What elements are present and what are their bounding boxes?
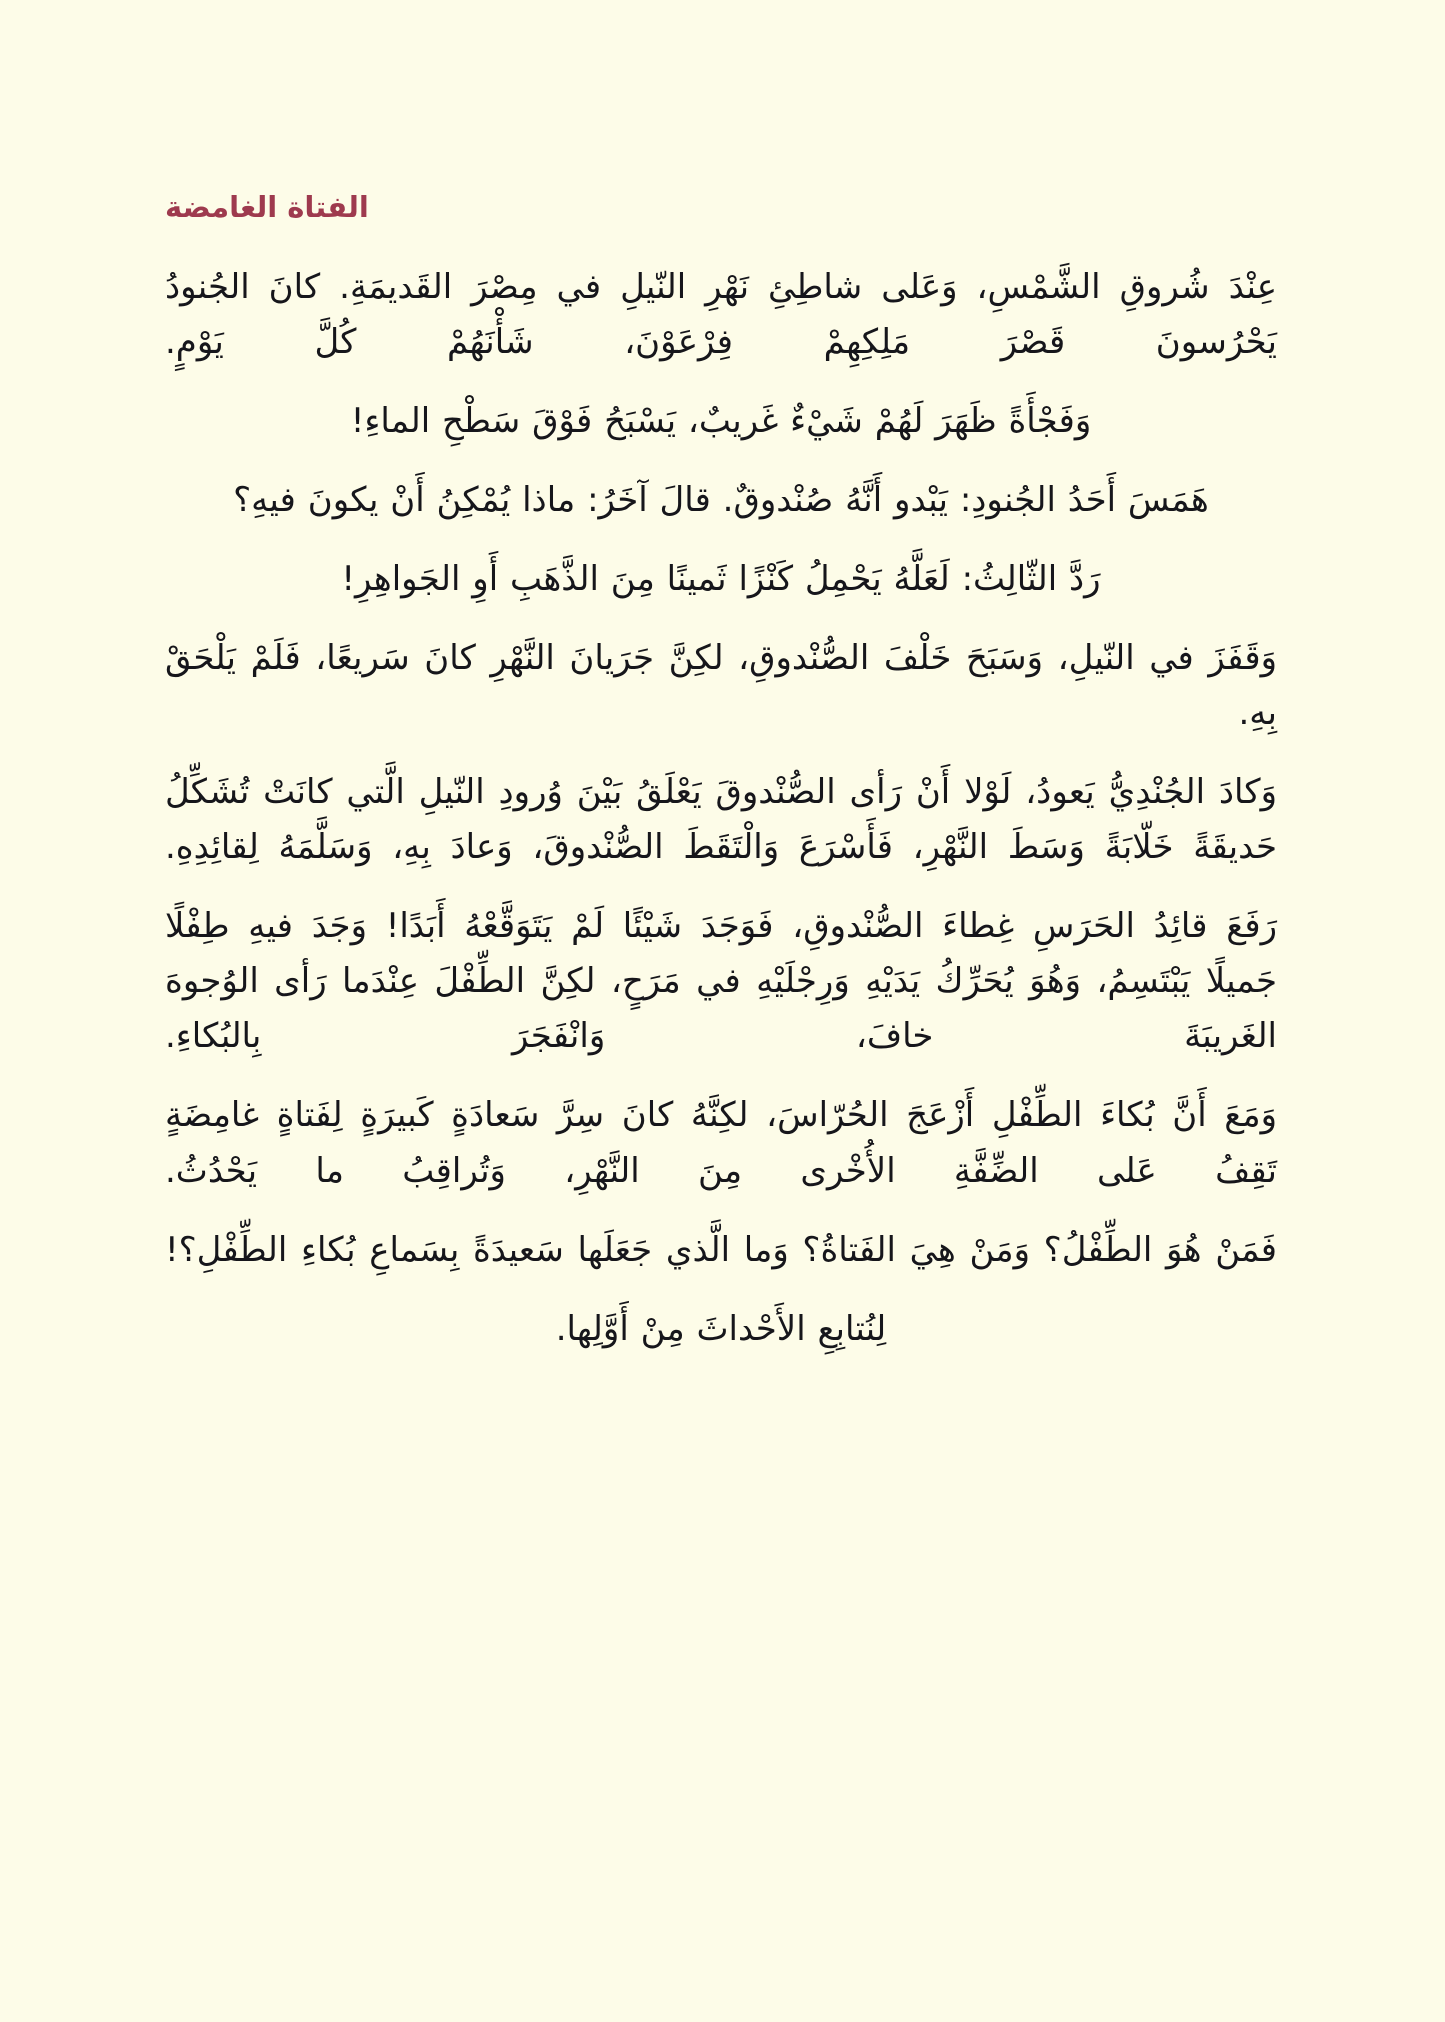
paragraph: وَقَفَزَ في النّيلِ، وَسَبَحَ خَلْفَ الصُّنْدوقِ، لكِنَّ جَرَيانَ النَّهْرِ كانَ سَريعًا، فَلَمْ يَلْحَقْ بِهِ. — [165, 637, 1277, 733]
paragraph: فَمَنْ هُوَ الطِّفْلُ؟ وَمَنْ هِيَ الفَتاةُ؟ وَما الَّذي جَعَلَها سَعيدَةً بِسَماعِ بُكاءِ الطِّفْلِ؟! — [165, 1229, 1277, 1270]
paragraph: لِنُتابِعِ الأَحْداثَ مِنْ أَوَّلِها. — [555, 1308, 887, 1349]
paragraph: رَدَّ الثّالِثُ: لَعَلَّهُ يَحْمِلُ كَنْزًا ثَمينًا مِنَ الذَّهَبِ أَوِ الجَواهِرِ! — [341, 558, 1101, 599]
paragraph: عِنْدَ شُروقِ الشَّمْسِ، وَعَلى شاطِئِ نَهْرِ النّيلِ في مِصْرَ القَديمَةِ. كانَ الجُنودُ يَحْرُسونَ قَصْرَ مَلِكِهِمْ فِرْعَوْنَ، شَأْنَهُمْ كُلَّ يَوْمٍ. — [165, 266, 1277, 362]
paragraph: وَمَعَ أَنَّ بُكاءَ الطِّفْلِ أَزْعَجَ الحُرّاسَ، لكِنَّهُ كانَ سِرَّ سَعادَةٍ كَبيرَةٍ لِفَتاةٍ غامِضَةٍ تَقِفُ عَلى الضِّفَّةِ الأُخْرى مِنَ النَّهْرِ، وَتُراقِبُ ما يَحْدُثُ. — [165, 1095, 1277, 1191]
document-content — [165, 186, 1277, 1357]
paragraph: هَمَسَ أَحَدُ الجُنودِ: يَبْدو أَنَّهُ صُنْدوقٌ. قالَ آخَرُ: ماذا يُمْكِنُ أَنْ يكونَ فيهِ؟ — [233, 479, 1209, 520]
paragraph: وَكادَ الجُنْدِيُّ يَعودُ، لَوْلا أَنْ رَأى الصُّنْدوقَ يَعْلَقُ بَيْنَ وُرودِ النّيلِ الَّتي كانَتْ تُشَكِّلُ حَديقَةً خَلّابَةً وَسَطَ النَّهْرِ، فَأَسْرَعَ وَالْتَقَطَ الصُّنْدوقَ، وَعادَ بِهِ، وَسَلَّمَهُ لِقائِدِهِ. — [165, 772, 1277, 868]
paragraph: وَفَجْأَةً ظَهَرَ لَهُمْ شَيْءٌ غَريبٌ، يَسْبَحُ فَوْقَ سَطْحِ الماءِ! — [350, 400, 1092, 441]
paragraph: رَفَعَ قائِدُ الحَرَسِ غِطاءَ الصُّنْدوقِ، فَوَجَدَ شَيْئًا لَمْ يَتَوَقَّعْهُ أَبَدًا! وَجَدَ فيهِ طِفْلًا جَميلًا يَبْتَسِمُ، وَهُوَ يُحَرِّكُ يَدَيْهِ وَرِجْلَيْهِ في مَرَحٍ، لكِنَّ الطِّفْلَ عِنْدَما رَأى الوُجوهَ الغَريبَةَ خافَ، وَانْفَجَرَ بِالبُكاءِ. — [165, 906, 1277, 1057]
page-title: الفتاة الغامضة — [165, 190, 369, 224]
